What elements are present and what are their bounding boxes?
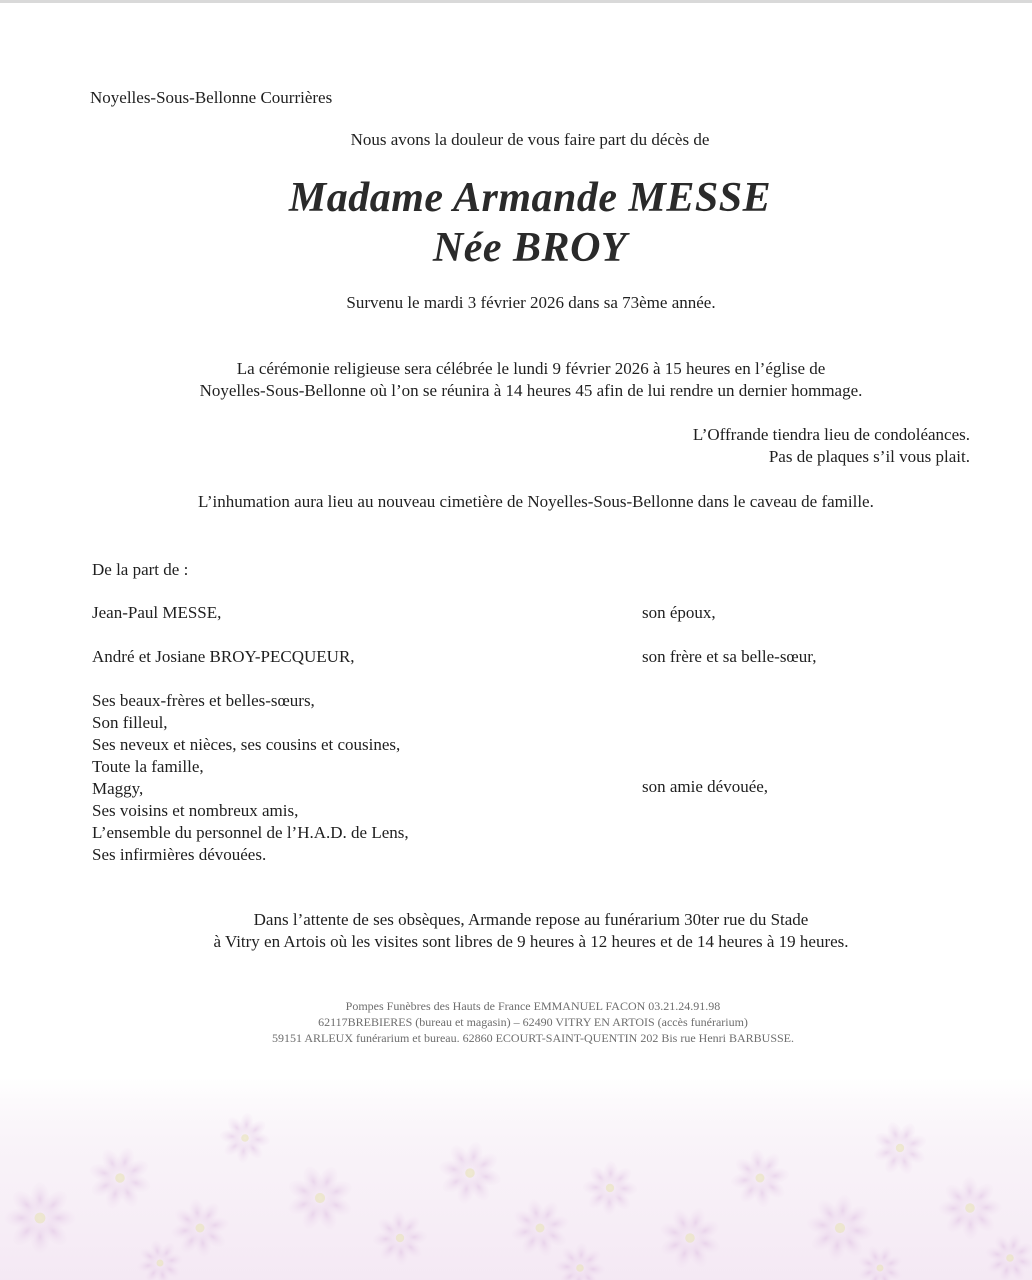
ceremony-line-2: Noyelles-Sous-Bellonne où l’on se réunira à 14 heures 45 afin de lui rendre un dernier hommage. xyxy=(199,381,863,400)
others-name: Toute la famille, xyxy=(92,757,204,776)
cosmos-flowers-icon xyxy=(0,1078,1032,1280)
visitation-line-1: Dans l’attente de ses obsèques, Armande repose au funérarium 30ter rue du Stade xyxy=(253,910,809,929)
others-name: Maggy, xyxy=(92,779,144,798)
death-notice: Survenu le mardi 3 février 2026 dans sa 73ème année. xyxy=(346,293,716,312)
others-name: Ses voisins et nombreux amis, xyxy=(92,801,299,820)
deceased-name: Madame Armande MESSE xyxy=(288,175,772,221)
family-relation: son frère et sa belle-sœur, xyxy=(642,647,817,666)
family-name: Jean-Paul MESSE, xyxy=(92,603,222,622)
family-name: André et Josiane BROY-PECQUEUR, xyxy=(92,647,355,666)
others-relation: son amie dévouée, xyxy=(642,777,769,796)
others-name: Ses neveux et nièces, ses cousins et cousines, xyxy=(92,735,401,754)
funeral-home-line-3: 59151 ARLEUX funérarium et bureau. 62860 ECOURT-SAINT-QUENTIN 202 Bis rue Henri BARBUSSE. xyxy=(271,1031,794,1045)
offering-line-1: L’Offrande tiendra lieu de condoléances. xyxy=(692,425,970,444)
intro-text: Nous avons la douleur de vous faire part du décès de xyxy=(350,130,710,149)
flower-shape xyxy=(4,1182,75,1253)
others-name: Son filleul, xyxy=(92,713,168,732)
funeral-home-line-1: Pompes Funèbres des Hauts de France EMMANUEL FACON 03.21.24.91.98 xyxy=(345,999,721,1013)
from-label: De la part de : xyxy=(92,560,189,579)
ceremony-line-1: La cérémonie religieuse sera célébrée le lundi 9 février 2026 à 15 heures en l’église de xyxy=(236,359,826,378)
scan-edge-divider xyxy=(0,0,1032,3)
others-name: Ses infirmières dévouées. xyxy=(92,845,267,864)
others-name: L’ensemble du personnel de l’H.A.D. de Lens, xyxy=(92,823,409,842)
visitation-line-2: à Vitry en Artois où les visites sont libres de 9 heures à 12 heures et de 14 heures à 19 heures. xyxy=(213,932,849,951)
family-relation: son époux, xyxy=(642,603,716,622)
others-name: Ses beaux-frères et belles-sœurs, xyxy=(92,691,315,710)
funeral-home-line-2: 62117BREBIERES (bureau et magasin) – 62490 VITRY EN ARTOIS (accès funérarium) xyxy=(318,1015,748,1029)
burial-text: L’inhumation aura lieu au nouveau cimetière de Noyelles-Sous-Bellonne dans le caveau de famille. xyxy=(198,492,874,511)
header-location: Noyelles-Sous-Bellonne Courrières xyxy=(90,88,333,107)
maiden-name: Née BROY xyxy=(432,225,628,271)
flower-shape xyxy=(938,1176,1001,1239)
offering-line-2: Pas de plaques s’il vous plait. xyxy=(768,447,970,466)
